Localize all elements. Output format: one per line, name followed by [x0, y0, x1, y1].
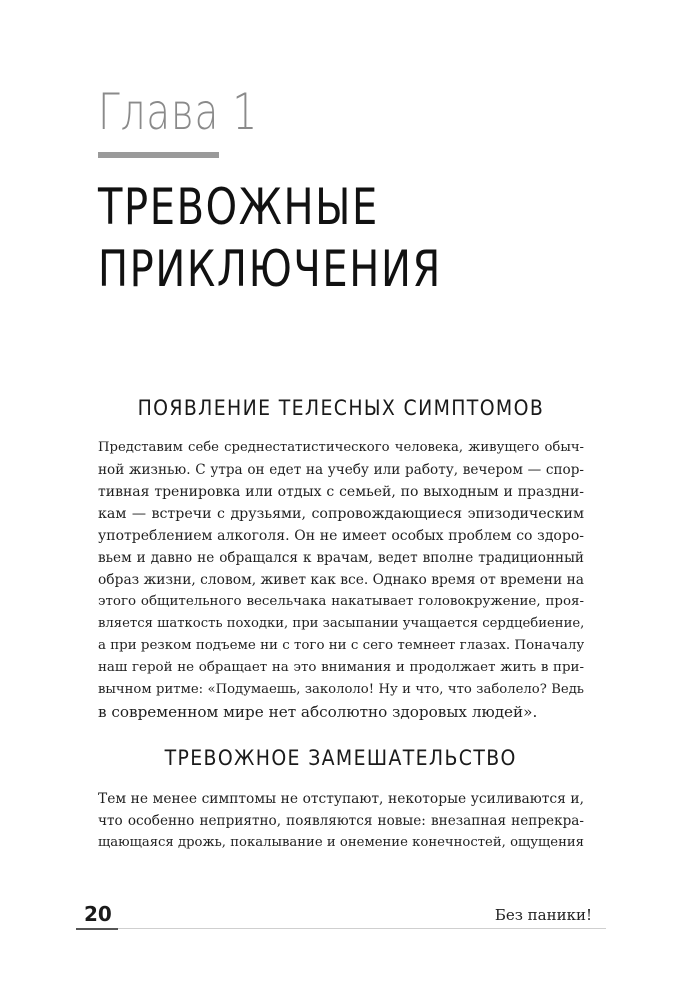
text-line: Представим себе среднестатистического человека, живущего обыч- — [98, 440, 584, 455]
chapter-title-line: ПРИКЛЮЧЕНИЯ — [98, 240, 442, 298]
text-line: в современном мире нет абсолютно здоровых людей». — [98, 703, 538, 721]
text-line: кам — встречи с друзьями, сопровождающиеся эпизодическим — [98, 506, 584, 522]
text-line: Тем не менее симптомы не отступают, некоторые усиливаются и, — [98, 791, 584, 807]
text-line: наш герой не обращает на это внимания и продолжает жить в при- — [98, 660, 584, 675]
chapter-title-line: ТРЕВОЖНЫЕ — [98, 178, 379, 236]
footer-rule — [76, 928, 606, 929]
text-line: тивная тренировка или отдых с семьей, по выходным и праздни- — [98, 484, 584, 500]
text-line: ной жизнью. С утра он едет на учебу или работу, вечером — спор- — [98, 462, 584, 478]
chapter-title — [98, 176, 442, 300]
text-line: что особенно неприятно, появляются новые: внезапная непрекра- — [98, 813, 584, 829]
text-line: этого общительного весельчака накатывает головокружение, проя- — [98, 594, 584, 609]
text-line: вычном ритме: «Подумаешь, закололо! Ну и что, что заболело? Ведь — [98, 682, 584, 697]
running-title: Без паники! — [494, 906, 592, 924]
text-line: вьем и давно не обращался к врачам, ведет вполне традиционный — [98, 550, 584, 566]
paragraph — [98, 437, 584, 723]
paragraph — [98, 788, 584, 854]
section-heading-text: ПОЯВЛЕНИЕ ТЕЛЕСНЫХ СИМПТОМОВ — [137, 396, 545, 420]
text-line: вляется шаткость походки, при засыпании учащается сердцебиение, — [98, 616, 584, 631]
page-number-rule — [76, 928, 118, 930]
text-line: а при резком подъеме ни с того ни с сего темнеет глазах. Поначалу — [98, 638, 584, 653]
section-heading — [0, 396, 682, 420]
text-line: щающаяся дрожь, покалывание и онемение конечностей, ощущения — [98, 835, 584, 850]
text-line: образ жизни, словом, живет как все. Однако время от времени на — [98, 572, 584, 588]
chapter-label: Глава 1 — [98, 83, 258, 141]
section-heading-text: ТРЕВОЖНОЕ ЗАМЕШАТЕЛЬСТВО — [164, 746, 518, 770]
chapter-rule — [98, 152, 219, 158]
text-line: употреблением алкоголя. Он не имеет особых проблем со здоро- — [98, 528, 584, 544]
page-number: 20 — [84, 902, 112, 926]
section-heading — [0, 746, 682, 770]
